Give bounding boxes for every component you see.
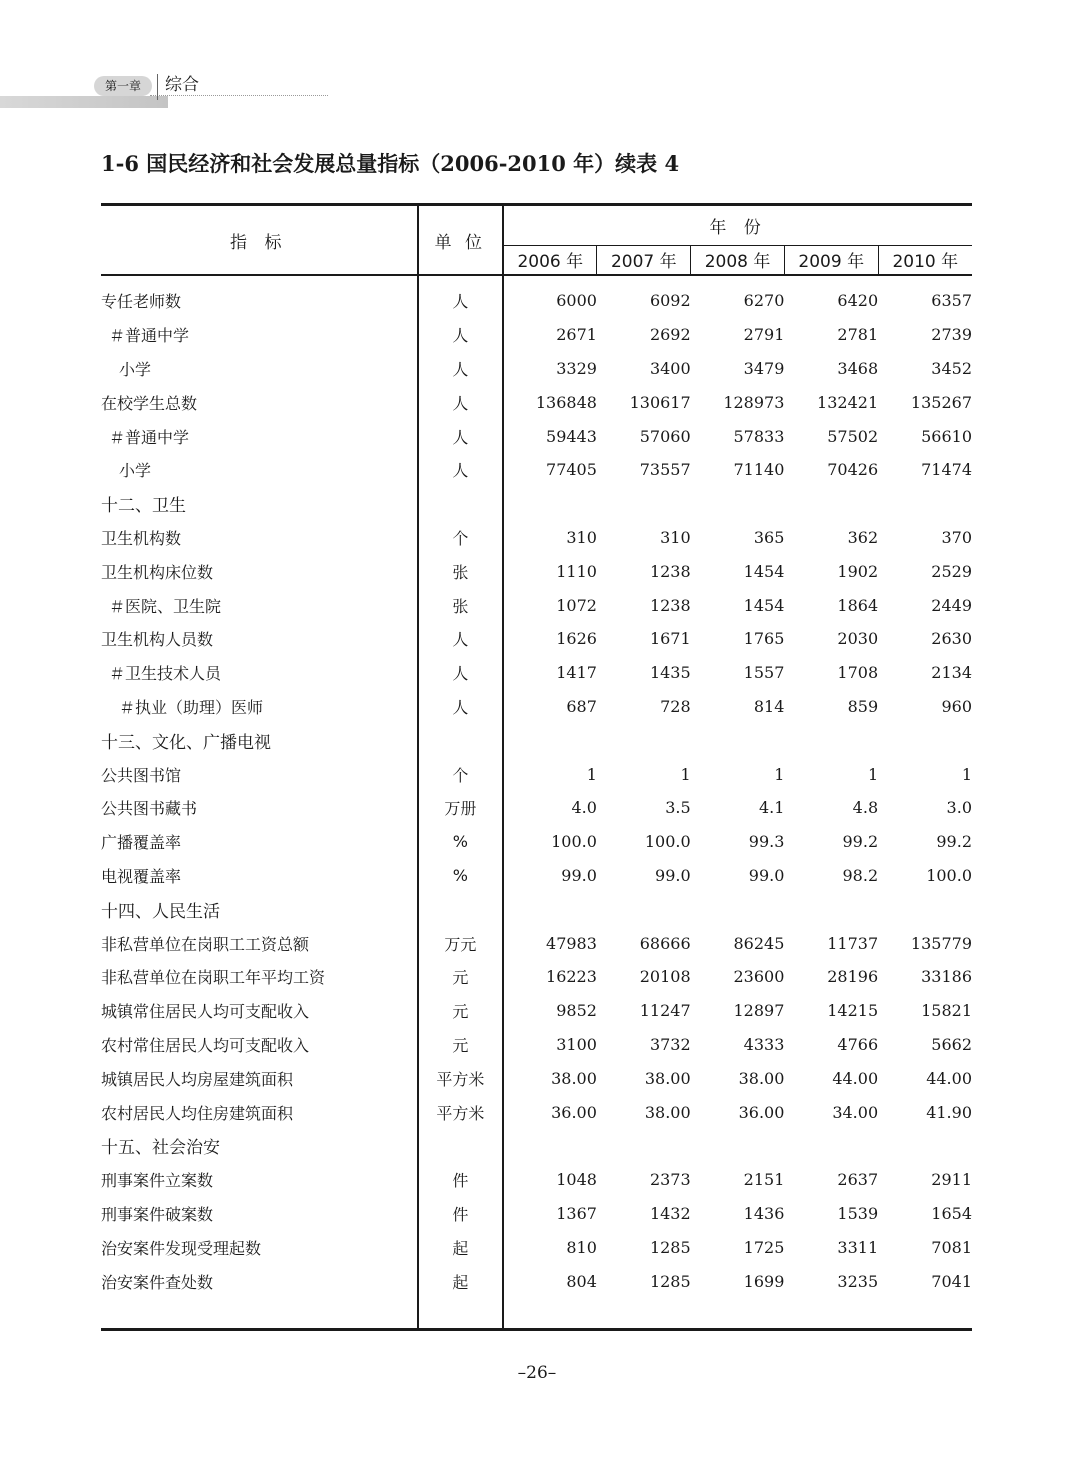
table-row [101,453,972,487]
row-value: 3479 [743,358,785,378]
row-unit: 人 [418,318,504,352]
row-unit: 人 [418,352,504,386]
row-value: 1902 [837,561,879,581]
row-value [691,892,785,926]
row-value: 1048 [556,1170,597,1190]
row-value: 1238 [649,561,691,581]
row-unit: 元 [418,1028,504,1062]
row-unit: 万元 [418,926,504,960]
row-value: 100.0 [644,832,691,852]
row-value: 2151 [743,1170,785,1190]
row-value [784,892,878,926]
row-value: 7041 [931,1271,972,1291]
row-indicator: 卫生机构数 [101,521,418,555]
table-row [101,1028,972,1062]
row-unit: 人 [418,453,504,487]
row-value: 99.2 [842,832,879,852]
row-indicator: 城镇居民人均房屋建筑面积 [101,1061,418,1095]
row-value: 2739 [931,325,972,345]
table-row [101,419,972,453]
row-value: 15821 [921,1001,972,1021]
row-value: 2134 [931,663,972,683]
row-value: 71474 [921,460,972,480]
row-value: 57833 [733,426,785,446]
row-value: 73557 [639,460,691,480]
header-year: 2010 年 [878,245,972,275]
spacer-cell [101,1298,418,1330]
row-unit: 人 [418,690,504,724]
row-value: 3100 [556,1034,597,1054]
row-indicator: ＃普通中学 [101,318,418,352]
row-value: 28196 [827,967,879,987]
row-indicator: ＃医院、卫生院 [101,588,418,622]
row-unit: 张 [418,554,504,588]
spacer-cell [784,1298,878,1330]
row-unit: 平方米 [418,1095,504,1129]
row-value: 6270 [743,291,785,311]
row-value: 1072 [556,595,597,615]
row-indicator: 在校学生总数 [101,385,418,419]
row-value: 1432 [649,1203,691,1223]
row-value: 136848 [535,392,597,412]
header-year: 2006 年 [503,245,597,275]
row-value [878,723,972,757]
row-value: 9852 [556,1001,597,1021]
row-value: 365 [753,527,785,547]
row-value: 3.0 [946,798,972,818]
row-value: 4.1 [758,798,785,818]
row-value: 68666 [639,933,691,953]
row-indicator: 公共图书馆 [101,757,418,791]
row-indicator: 小学 [101,352,418,386]
row-value: 2671 [556,325,597,345]
row-value: 99.0 [561,865,597,885]
row-indicator: 专任老师数 [101,275,418,318]
row-value [597,892,691,926]
row-value: 1110 [556,561,597,581]
row-value: 1699 [743,1271,785,1291]
row-unit: 平方米 [418,1061,504,1095]
row-value: 14215 [827,1001,879,1021]
row-value: 4766 [837,1034,879,1054]
table-row [101,690,972,724]
row-value: 99.3 [748,832,785,852]
chapter-badge: 第一章 [94,76,152,96]
row-value: 814 [753,696,785,716]
row-unit: 人 [418,622,504,656]
row-value: 1864 [837,595,879,615]
row-value [691,723,785,757]
row-value: 12897 [733,1001,785,1021]
table-row [101,1163,972,1197]
table-row [101,588,972,622]
row-value: 310 [566,527,597,547]
row-indicator: 小学 [101,453,418,487]
row-value [597,723,691,757]
row-value: 56610 [921,426,972,446]
row-unit [418,892,504,926]
row-value: 38.00 [551,1068,597,1088]
header-unit: 单 位 [418,205,504,276]
row-value: 4.0 [571,798,597,818]
row-indicator: 治安案件发现受理起数 [101,1230,418,1264]
table-title: 1-6 国民经济和社会发展总量指标（2006-2010 年）续表 4 [101,151,680,176]
row-value: 1454 [743,595,785,615]
row-indicator: 十二、卫生 [101,487,418,521]
table-row [101,385,972,419]
spacer-cell [503,1298,597,1330]
row-value: 16223 [546,967,597,987]
row-value [691,1129,785,1163]
row-unit: 元 [418,960,504,994]
row-value: 38.00 [738,1068,785,1088]
row-value: 960 [941,696,972,716]
row-value [784,1129,878,1163]
spacer-cell [691,1298,785,1330]
row-indicator: 卫生机构床位数 [101,554,418,588]
row-value: 2529 [931,561,972,581]
row-unit: % [418,825,504,859]
table-row [101,1197,972,1231]
row-value: 810 [566,1237,597,1257]
row-indicator: 治安案件查处数 [101,1264,418,1298]
table-row [101,554,972,588]
row-unit: 起 [418,1230,504,1264]
header-year: 2009 年 [784,245,878,275]
row-value: 11737 [827,933,879,953]
table-row [101,825,972,859]
row-value: 2637 [837,1170,879,1190]
row-value: 1765 [743,629,785,649]
row-value: 38.00 [644,1102,691,1122]
row-value [597,487,691,521]
table-bottom-spacer [101,1298,972,1330]
row-value: 2030 [837,629,879,649]
row-indicator: 十五、社会治安 [101,1129,418,1163]
row-value: 135267 [910,392,972,412]
row-value: 135779 [910,933,972,953]
row-value: 44.00 [926,1068,972,1088]
table-row [101,1129,972,1163]
row-indicator: 广播覆盖率 [101,825,418,859]
row-value: 804 [566,1271,597,1291]
row-value: 3732 [649,1034,691,1054]
row-value: 57060 [639,426,691,446]
row-value: 59443 [546,426,597,446]
header-divider [157,74,158,100]
row-value: 1725 [743,1237,785,1257]
table-row [101,1230,972,1264]
row-value [878,487,972,521]
row-value: 23600 [733,967,785,987]
row-indicator: 十四、人民生活 [101,892,418,926]
row-value: 98.2 [842,865,879,885]
row-value: 71140 [733,460,785,480]
row-unit: % [418,859,504,893]
row-value: 41.90 [926,1102,972,1122]
table-row [101,318,972,352]
row-indicator: 城镇常住居民人均可支配收入 [101,994,418,1028]
table-row [101,926,972,960]
row-value: 1436 [743,1203,785,1223]
row-value: 2791 [743,325,785,345]
row-value: 1285 [649,1237,691,1257]
table-row [101,859,972,893]
row-value: 1557 [743,663,785,683]
header-year-group: 年 份 [503,205,972,246]
row-value: 2630 [931,629,972,649]
header-indicator: 指 标 [101,205,418,276]
row-value: 6357 [931,291,972,311]
row-value: 310 [660,527,691,547]
row-value: 1238 [649,595,691,615]
table-row [101,723,972,757]
row-value [691,487,785,521]
row-value [503,892,597,926]
row-unit: 元 [418,994,504,1028]
row-indicator: ＃卫生技术人员 [101,656,418,690]
row-unit: 人 [418,656,504,690]
row-value: 86245 [733,933,785,953]
row-value: 33186 [921,967,972,987]
row-value: 36.00 [738,1102,785,1122]
row-value: 99.0 [655,865,691,885]
table-row [101,791,972,825]
row-unit [418,1129,504,1163]
row-value [503,487,597,521]
page-number: –26– [517,1363,557,1383]
row-value: 370 [941,527,972,547]
row-unit: 人 [418,275,504,318]
row-unit: 件 [418,1163,504,1197]
row-value [503,723,597,757]
row-value: 100.0 [551,832,597,852]
spacer-cell [878,1298,972,1330]
table-row [101,275,972,318]
table-row [101,521,972,555]
row-unit: 个 [418,521,504,555]
stats-table [101,203,972,1331]
row-value: 128973 [723,392,785,412]
row-value: 1 [961,764,972,784]
spacer-cell [418,1298,504,1330]
row-value: 2781 [837,325,879,345]
table-row [101,892,972,926]
row-value: 57502 [827,426,879,446]
table-row [101,1061,972,1095]
row-value: 5662 [931,1034,972,1054]
row-value [784,723,878,757]
row-value: 3400 [649,358,691,378]
row-indicator: ＃执业（助理）医师 [101,690,418,724]
row-value: 1 [867,764,879,784]
table-row [101,1264,972,1298]
row-value: 34.00 [832,1102,879,1122]
spacer-cell [597,1298,691,1330]
row-indicator: 电视覆盖率 [101,859,418,893]
row-value: 99.2 [936,832,972,852]
row-value [503,1129,597,1163]
row-value: 2692 [649,325,691,345]
chapter-title: 综合 [165,75,199,95]
row-value: 3235 [837,1271,879,1291]
row-value: 1654 [931,1203,972,1223]
row-unit [418,487,504,521]
row-value: 1671 [649,629,691,649]
row-indicator: 公共图书藏书 [101,791,418,825]
row-value: 70426 [827,460,879,480]
row-value: 100.0 [926,865,972,885]
row-value [878,892,972,926]
table-row [101,352,972,386]
header-band [0,96,168,108]
row-value: 44.00 [832,1068,879,1088]
row-value: 3.5 [665,798,691,818]
row-value [597,1129,691,1163]
row-unit: 人 [418,385,504,419]
row-value: 47983 [546,933,597,953]
row-value: 1367 [556,1203,597,1223]
row-unit: 个 [418,757,504,791]
header-year: 2008 年 [691,245,785,275]
row-value: 132421 [817,392,879,412]
row-indicator: 农村常住居民人均可支配收入 [101,1028,418,1062]
row-value: 1435 [649,663,691,683]
row-value: 2449 [931,595,972,615]
row-value: 3329 [556,358,597,378]
row-value [784,487,878,521]
row-unit: 件 [418,1197,504,1231]
row-value: 1 [680,764,691,784]
row-indicator: 农村居民人均住房建筑面积 [101,1095,418,1129]
row-unit: 张 [418,588,504,622]
row-value: 6092 [649,291,691,311]
row-value: 728 [660,696,691,716]
row-value: 1417 [556,663,597,683]
row-value: 38.00 [644,1068,691,1088]
row-value: 4.8 [852,798,879,818]
row-indicator: ＃普通中学 [101,419,418,453]
table-row [101,757,972,791]
row-value: 77405 [546,460,597,480]
row-value: 6000 [556,291,597,311]
row-value: 99.0 [748,865,785,885]
row-value: 1708 [837,663,879,683]
row-value: 1626 [556,629,597,649]
row-value [878,1129,972,1163]
table-row [101,656,972,690]
row-unit: 万册 [418,791,504,825]
header-year: 2007 年 [597,245,691,275]
row-unit: 人 [418,419,504,453]
row-indicator: 十三、文化、广播电视 [101,723,418,757]
row-value: 36.00 [551,1102,597,1122]
row-value: 130617 [629,392,691,412]
row-indicator: 非私营单位在岗职工年平均工资 [101,960,418,994]
row-value: 2373 [649,1170,691,1190]
row-value: 1454 [743,561,785,581]
row-value: 2911 [931,1170,972,1190]
row-indicator: 刑事案件破案数 [101,1197,418,1231]
row-value: 1285 [649,1271,691,1291]
row-value: 362 [847,527,879,547]
table-row [101,622,972,656]
row-indicator: 刑事案件立案数 [101,1163,418,1197]
row-value: 859 [847,696,879,716]
table-body [101,275,972,1329]
row-value: 3468 [837,358,879,378]
row-value: 3311 [837,1237,879,1257]
row-value: 6420 [837,291,879,311]
row-value: 20108 [639,967,691,987]
row-value: 687 [566,696,597,716]
table-row [101,960,972,994]
row-value: 4333 [743,1034,785,1054]
row-indicator: 卫生机构人员数 [101,622,418,656]
row-unit: 起 [418,1264,504,1298]
table-row [101,487,972,521]
table-row [101,1095,972,1129]
row-value: 1539 [837,1203,879,1223]
row-unit [418,723,504,757]
row-value: 11247 [639,1001,691,1021]
row-indicator: 非私营单位在岗职工工资总额 [101,926,418,960]
row-value: 7081 [931,1237,972,1257]
table-row [101,994,972,1028]
row-value: 1 [586,764,597,784]
row-value: 3452 [931,358,972,378]
row-value: 1 [774,764,785,784]
